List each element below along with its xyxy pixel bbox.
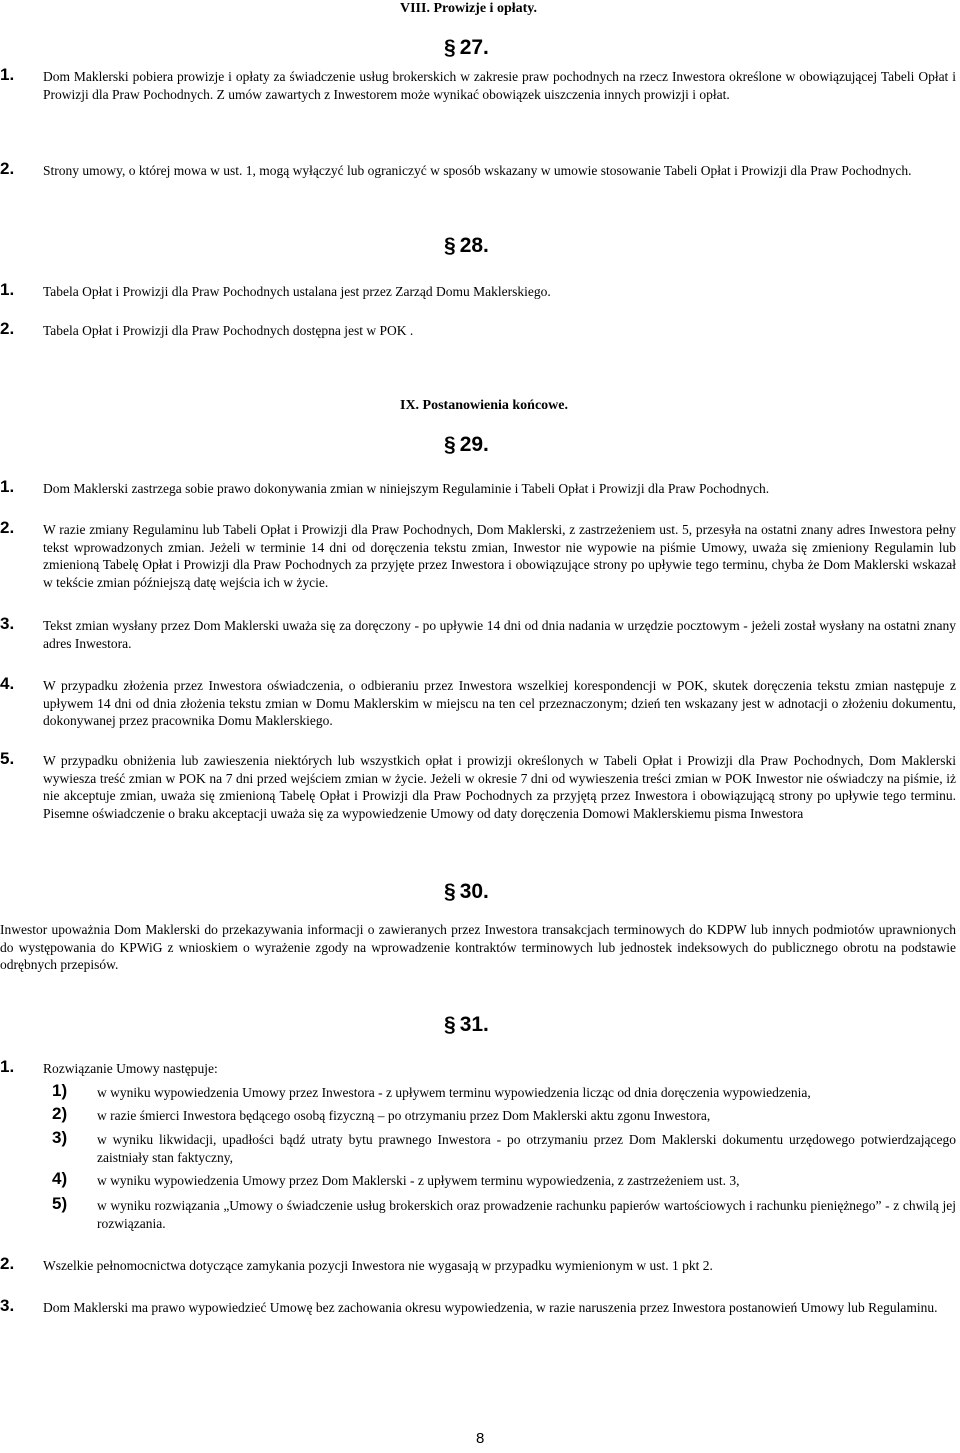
chapter-title-ix: IX. Postanowienia końcowe. bbox=[400, 398, 569, 413]
paragraph-text: Dom Maklerski ma prawo wypowiedzieć Umowę bez zachowania okresu wypowiedzenia, w razie naruszenia przez Inwestora postanowień Umowy lub Regulaminu. bbox=[43, 1300, 938, 1315]
paragraph-text: Strony umowy, o której mowa w ust. 1, mogą wyłączyć lub ograniczyć w sposób wskazany w umowie stosowanie Tabeli Opłat i Prowizji dla Praw Pochodnych. bbox=[43, 163, 912, 178]
paragraph-text: W razie zmiany Regulaminu lub Tabeli Opłat i Prowizji dla Praw Pochodnych, Dom Maklerski, z zastrzeżeniem ust. 5, przesyła na ostatni znany adres Inwestora pełny tekst wprowadzonych zmian. Jeżeli w terminie 14 dni od doręczenia tekstu zmian, Inwestor nie wypowie na piśmie Umowy, uważa się zmieniony Regulamin lub zmienioną Tabelę Opłat i Prowizji dla Praw Pochodnych za przyjęte przez Inwestora i obowiązujące strony po upływie tego terminu, chyba że Dom Maklerski wskazał w tekście zmian późniejszą datę wejścia ich w życie. bbox=[43, 522, 956, 590]
section-heading-27 bbox=[444, 36, 489, 60]
paragraph-number: 5. bbox=[0, 749, 15, 768]
list-item-number: 3) bbox=[52, 1128, 68, 1147]
paragraph-number: 3. bbox=[0, 1296, 15, 1315]
section-symbol: § bbox=[444, 36, 456, 59]
section-symbol: § bbox=[444, 234, 456, 257]
paragraph-number: 4. bbox=[0, 674, 15, 693]
paragraph-text: Wszelkie pełnomocnictwa dotyczące zamykania pozycji Inwestora nie wygasają w przypadku wymienionym w ust. 1 pkt 2. bbox=[43, 1258, 713, 1273]
paragraph-text: Inwestor upoważnia Dom Maklerski do przekazywania informacji o zawieranych przez Inwestora transakcjach terminowych do KDPW lub innych podmiotów uprawnionych do występowania do KPWiG z wnioskiem o wyrażenie zgody na wprowadzenie kontraktów terminowych lub jednostek indeksowych do publicznego obrotu na podstawie odrębnych przepisów. bbox=[0, 922, 956, 972]
section-symbol: § bbox=[444, 880, 456, 903]
paragraph-number: 3. bbox=[0, 614, 15, 633]
paragraph-text: Dom Maklerski zastrzega sobie prawo dokonywania zmian w niniejszym Regulaminie i Tabeli Opłat i Prowizji dla Praw Pochodnych. bbox=[43, 481, 770, 496]
section-heading-29 bbox=[444, 433, 489, 457]
section-number: 29. bbox=[459, 433, 489, 456]
section-symbol: § bbox=[444, 1013, 456, 1036]
paragraph-number: 1. bbox=[0, 1057, 15, 1076]
paragraph-number: 2. bbox=[0, 1254, 15, 1273]
paragraph-text: W przypadku obniżenia lub zawieszenia niektórych lub wszystkich opłat i prowizji określonych w Tabeli Opłat i Prowizji dla Praw Pochodnych, Dom Maklerski wywiesza treść zmian w POK na 7 dni przed wejściem zmian w życie. Jeżeli w okresie 7 dni od wywieszenia treści zmian w POK Inwestor nie oświadczy na piśmie, iż nie akceptuje zmian, uważa się zmienioną Tabelę Opłat i Prowizji dla Praw Pochodnych za przyjętą przez Inwestora i obowiązującą strony po upływie tego terminu. Pisemne oświadczenie o braku akceptacji uważa się za wypowiedzenie Umowy od daty doręczenia Domowi Maklerskiemu pisma Inwestora bbox=[43, 753, 956, 821]
list-item-text: w wyniku wypowiedzenia Umowy przez Inwestora - z upływem terminu wypowiedzenia licząc od dnia doręczenia wypowiedzenia, bbox=[97, 1085, 811, 1100]
section-heading-31 bbox=[444, 1013, 489, 1037]
paragraph-number: 2. bbox=[0, 518, 15, 537]
list-item-text: w wyniku rozwiązania „Umowy o świadczenie usług brokerskich oraz prowadzenie rachunku papierów wartościowych i rachunku pieniężnego” - z chwilą jej rozwiązania. bbox=[97, 1198, 956, 1231]
list-item-text: w razie śmierci Inwestora będącego osobą fizyczną – po otrzymaniu przez Dom Maklerski aktu zgonu Inwestora, bbox=[97, 1108, 711, 1123]
paragraph-text: W przypadku złożenia przez Inwestora oświadczenia, o odbieraniu przez Inwestora wszelkiej korespondencji w POK, skutek doręczenia tekstu zmian następuje z upływem 14 dni od dnia złożenia tekstu zmian w Domu Maklerskim w miejscu na ten cel przeznaczonym; dzień ten wskazany jest w adnotacji o złożeniu dokumentu, dokonywanej przez pracownika Domu Maklerskiego. bbox=[43, 678, 956, 728]
list-item-number: 4) bbox=[52, 1169, 68, 1188]
paragraph-text: Tekst zmian wysłany przez Dom Maklerski uważa się za doręczony - po upływie 14 dni od dnia nadania w urzędzie pocztowym - jeżeli został wysłany na ostatni znany adres Inwestora. bbox=[43, 618, 956, 651]
paragraph-number: 1. bbox=[0, 477, 15, 496]
section-number: 31. bbox=[459, 1013, 489, 1036]
paragraph-text: Tabela Opłat i Prowizji dla Praw Pochodnych dostępna jest w POK . bbox=[43, 323, 414, 338]
paragraph-number: 2. bbox=[0, 319, 15, 338]
list-item-number: 1) bbox=[52, 1081, 68, 1100]
paragraph-text: Tabela Opłat i Prowizji dla Praw Pochodnych ustalana jest przez Zarząd Domu Maklerskiego. bbox=[43, 284, 551, 299]
section-heading-30 bbox=[444, 880, 489, 904]
section-number: 30. bbox=[459, 880, 489, 903]
paragraph-number: 1. bbox=[0, 280, 15, 299]
paragraph-text: Dom Maklerski pobiera prowizje i opłaty za świadczenie usług brokerskich w zakresie praw pochodnych na rzecz Inwestora określone w obowiązującej Tabeli Opłat i Prowizji dla Praw Pochodnych. Z umów zawartych z Inwestorem może wynikać obowiązek uiszczenia innych prowizji i opłat. bbox=[43, 69, 956, 102]
section-number: 27. bbox=[459, 36, 489, 59]
chapter-title-viii: VIII. Prowizje i opłaty. bbox=[400, 1, 538, 16]
page-number: 8 bbox=[476, 1430, 485, 1447]
list-item-text: w wyniku wypowiedzenia Umowy przez Dom Maklerski - z upływem terminu wypowiedzenia, z zastrzeżeniem ust. 3, bbox=[97, 1173, 740, 1188]
paragraph-number: 2. bbox=[0, 159, 15, 178]
section-number: 28. bbox=[459, 234, 489, 257]
section-symbol: § bbox=[444, 433, 456, 456]
section-heading-28 bbox=[444, 234, 489, 258]
paragraph-text: Rozwiązanie Umowy następuje: bbox=[43, 1061, 218, 1076]
list-item-number: 2) bbox=[52, 1104, 68, 1123]
list-item-number: 5) bbox=[52, 1194, 68, 1213]
paragraph-number: 1. bbox=[0, 65, 15, 84]
list-item-text: w wyniku likwidacji, upadłości bądź utraty bytu prawnego Inwestora - po otrzymaniu przez Dom Maklerski dokumentu urzędowego potwierdzającego zaistniały stan faktyczny, bbox=[97, 1132, 956, 1165]
